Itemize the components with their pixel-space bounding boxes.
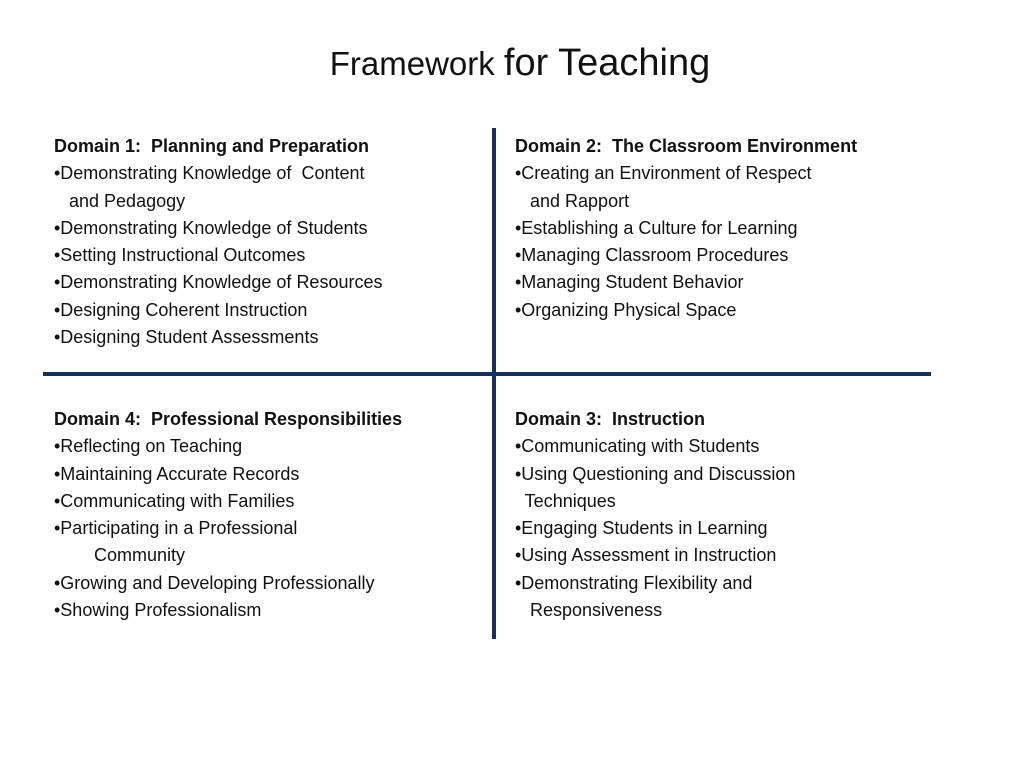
domain-4-quadrant <box>54 406 402 624</box>
list-item: •Using Assessment in Instruction <box>515 545 777 566</box>
list-item: •Creating an Environment of Respect <box>515 163 812 184</box>
list-item: and Rapport <box>515 190 630 211</box>
list-item: •Reflecting on Teaching <box>54 436 243 457</box>
list-item: Techniques <box>515 490 616 511</box>
vertical-divider <box>492 128 496 639</box>
list-item: •Showing Professionalism <box>54 600 262 621</box>
list-item: •Demonstrating Knowledge of Students <box>54 217 368 238</box>
domain-2-heading: Domain 2: The Classroom Environment <box>515 136 858 156</box>
domain-2-quadrant <box>515 133 857 324</box>
list-item: •Establishing a Culture for Learning <box>515 217 798 238</box>
list-item: •Designing Student Assessments <box>54 327 319 348</box>
title-part-2: for Teaching <box>503 42 711 84</box>
list-item: Community <box>54 545 186 566</box>
list-item: •Managing Classroom Procedures <box>515 245 789 266</box>
slide-title <box>0 42 1024 85</box>
list-item: Responsiveness <box>515 600 663 621</box>
list-item: •Growing and Developing Professionally <box>54 572 375 593</box>
list-item: •Organizing Physical Space <box>515 299 737 320</box>
list-item: and Pedagogy <box>54 190 186 211</box>
list-item: •Designing Coherent Instruction <box>54 299 308 320</box>
list-item: •Demonstrating Knowledge of Resources <box>54 272 383 293</box>
list-item: •Using Questioning and Discussion <box>515 463 796 484</box>
domain-3-list <box>515 433 795 624</box>
domain-2-list <box>515 160 857 324</box>
list-item: •Communicating with Students <box>515 436 760 457</box>
horizontal-divider <box>43 372 931 376</box>
domain-3-heading: Domain 3: Instruction <box>515 409 706 429</box>
list-item: •Demonstrating Knowledge of Content <box>54 163 365 184</box>
domain-1-list <box>54 160 382 351</box>
list-item: •Managing Student Behavior <box>515 272 744 293</box>
title-part-1: Framework <box>329 45 504 82</box>
list-item: •Setting Instructional Outcomes <box>54 245 306 266</box>
list-item: •Participating in a Professional <box>54 518 298 539</box>
list-item: •Engaging Students in Learning <box>515 518 768 539</box>
domain-1-quadrant <box>54 133 382 351</box>
list-item: •Communicating with Families <box>54 490 295 511</box>
domain-4-list <box>54 433 402 624</box>
list-item: •Demonstrating Flexibility and <box>515 572 753 593</box>
list-item: •Maintaining Accurate Records <box>54 463 300 484</box>
domain-1-heading: Domain 1: Planning and Preparation <box>54 136 370 156</box>
domain-4-heading: Domain 4: Professional Responsibilities <box>54 409 403 429</box>
domain-3-quadrant <box>515 406 795 624</box>
